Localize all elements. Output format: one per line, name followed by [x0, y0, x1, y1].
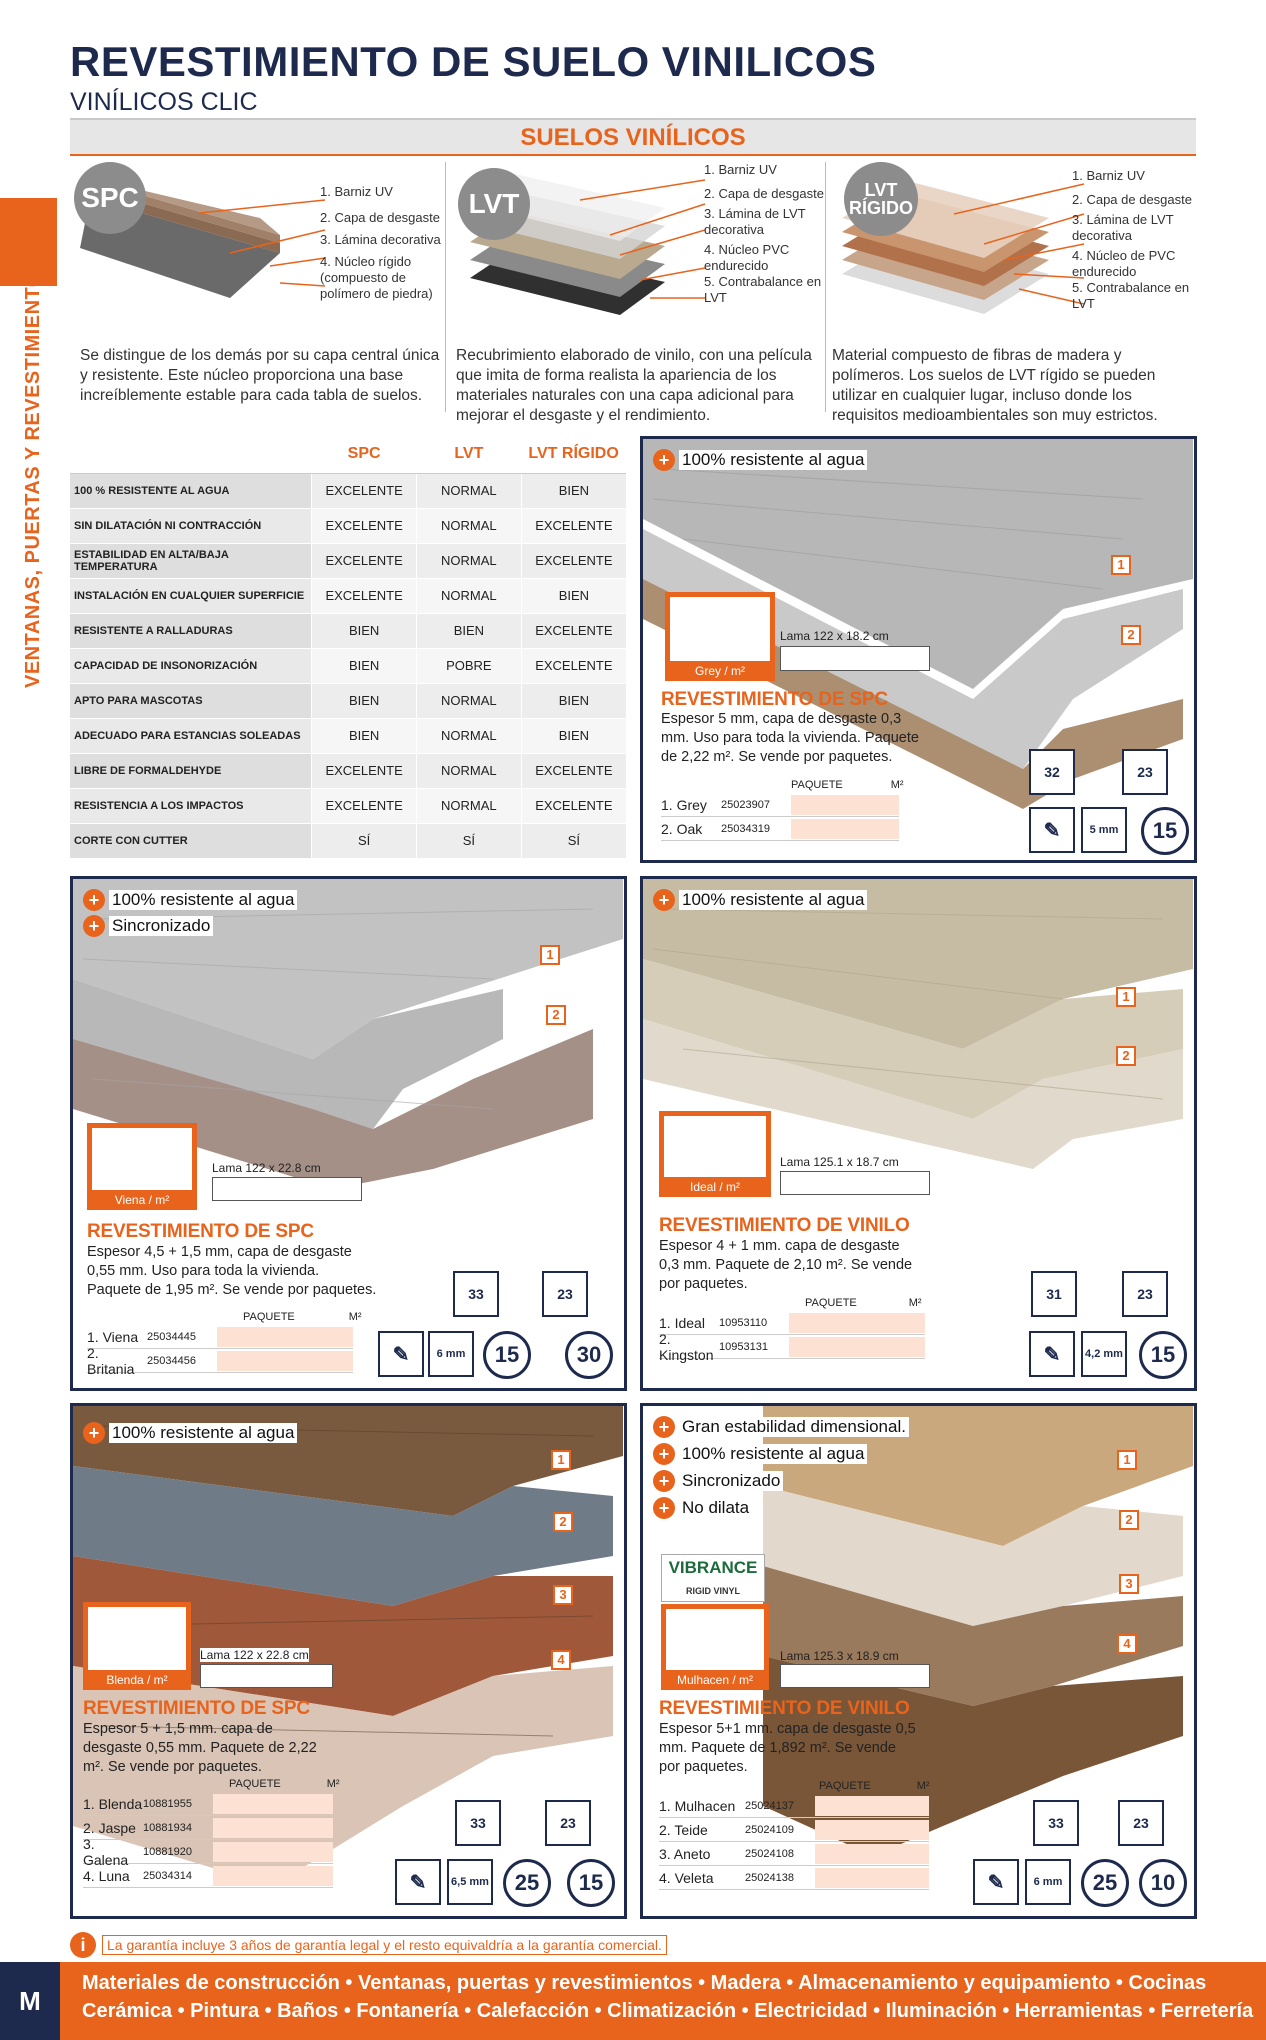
warranty-icon: 15 [483, 1331, 531, 1379]
product-card-ideal [640, 876, 1197, 1391]
layer-label: 1. Barniz UV [320, 184, 393, 199]
cutter-icon: ✎ [378, 1331, 424, 1377]
feature-list [83, 887, 297, 939]
product-code: 25034319 [721, 822, 770, 835]
brand-name: VIBRANCE [668, 1558, 758, 1577]
rating-cell: BIEN [312, 648, 417, 683]
thickness-icon: 4,2 mm [1081, 1331, 1127, 1377]
rating-cell: POBRE [416, 648, 521, 683]
product-code: 25024137 [745, 1799, 794, 1812]
price-cell [213, 1866, 333, 1886]
rating-cell: EXCELENTE [312, 543, 417, 578]
rating-cell: BIEN [312, 683, 417, 718]
layer-label: 3. Lámina decorativa [320, 232, 441, 247]
section-banner: SUELOS VINÍLICOS [70, 118, 1196, 156]
product-description: Espesor 5+1 mm. capa de desgaste 0,5 mm. Paquete de 1,892 m². Se vende por paquetes. [659, 1721, 916, 1775]
feature-cell: CAPACIDAD DE INSONORIZACIÓN [70, 648, 312, 683]
variant-number: 4 [551, 1650, 571, 1670]
warranty-icon: 15 [567, 1859, 615, 1907]
layer-label: 3. Lámina de LVT decorativa [1072, 212, 1174, 243]
price-cell [815, 1844, 929, 1864]
variant-number: 1 [1116, 987, 1136, 1007]
product-name: 2. Britania [87, 1344, 135, 1377]
lvt-rigido-layer-labels [1072, 168, 1197, 312]
plus-icon: + [653, 449, 675, 471]
product-row [83, 1864, 333, 1888]
footer-categories-line1: Materiales de construcción • Ventanas, puertas y revestimientos • Madera • Almacenamiento y equipamiento • Cocinas [82, 1972, 1207, 1994]
rating-cell: EXCELENTE [521, 648, 626, 683]
cutter-icon: ✎ [395, 1859, 441, 1905]
table-row [70, 648, 626, 683]
lvt-badge: LVT [458, 168, 530, 240]
product-code: 10953110 [719, 1316, 768, 1329]
feature-item: + 100% resistente al agua [653, 887, 867, 913]
product-code: 25034456 [147, 1354, 196, 1367]
lvt-rigido-badge: LVT RÍGIDO [844, 162, 918, 236]
layer-label: 5. Contrabalance en LVT [1072, 280, 1190, 311]
plus-icon: + [83, 915, 105, 937]
variant-number: 1 [1117, 1450, 1137, 1470]
rating-cell: EXCELENTE [521, 753, 626, 788]
price-cell [815, 1820, 929, 1840]
product-code: 25024138 [745, 1871, 794, 1884]
feature-item: + Gran estabilidad dimensional. [653, 1414, 909, 1440]
warranty-icon: 15 [1141, 807, 1189, 855]
table-header-empty [70, 436, 312, 473]
variant-number: 2 [1119, 1510, 1139, 1530]
plus-icon: + [653, 1416, 675, 1438]
layer-label: 4. Núcleo de PVC endurecido [1072, 248, 1176, 279]
table-header-lvt-rigido: LVT RÍGIDO [521, 436, 626, 473]
rating-cell: NORMAL [416, 753, 521, 788]
feature-cell: CORTE CON CUTTER [70, 823, 312, 858]
table-header-lvt: LVT [416, 436, 521, 473]
feature-cell: 100 % RESISTENTE AL AGUA [70, 473, 312, 508]
layer-label: 2. Capa de desgaste [704, 186, 824, 201]
plus-icon: + [83, 889, 105, 911]
variant-number: 4 [1117, 1634, 1137, 1654]
product-code: 25034314 [143, 1869, 192, 1882]
layer-label: 4. Núcleo rígido (compuesto de polímero de piedra) [320, 254, 433, 301]
rating-cell: SÍ [521, 823, 626, 858]
column-paquete: PAQUETE [819, 1780, 871, 1792]
table-row [70, 543, 626, 578]
price-cell [213, 1794, 333, 1814]
building-people-icon: 33 [455, 1800, 501, 1846]
spc-description: Se distingue de los demás por su capa central única y resistente. Este núcleo proporciona una base increíblemente estable para cada tabla de suelos. [80, 347, 440, 404]
warranty-icon: 30 [565, 1331, 613, 1379]
building-people-icon: 31 [1031, 1271, 1077, 1317]
price-cell [217, 1351, 353, 1371]
feature-item: + 100% resistente al agua [83, 1420, 297, 1446]
column-m2: M² [348, 1311, 362, 1323]
lama-size: Lama 122 x 22.8 cm [212, 1161, 321, 1175]
footer-categories-line2: Cerámica • Pintura • Baños • Fontanería • Calefacción • Climatización • Electricidad • Iluminación • Herramientas • Ferretería [82, 2000, 1254, 2022]
column-m2: M² [916, 1780, 930, 1792]
product-name: 2. Kingston [659, 1330, 714, 1363]
product-name: 4. Luna [83, 1867, 130, 1884]
feature-item: + Sincronizado [653, 1468, 909, 1494]
product-name: 1. Viena [87, 1328, 139, 1345]
product-code: 10881934 [143, 1821, 192, 1834]
price-cell [213, 1842, 333, 1862]
swatch-label: Ideal / m² [659, 1177, 771, 1197]
house-people-icon: 23 [1122, 749, 1168, 795]
lama-size: Lama 122 x 18.2 cm [780, 629, 889, 643]
table-row [70, 788, 626, 823]
table-row [70, 508, 626, 543]
layer-label: 1. Barniz UV [704, 162, 777, 177]
product-row [661, 793, 899, 817]
rating-cell: NORMAL [416, 543, 521, 578]
building-people-icon: 33 [453, 1271, 499, 1317]
rating-cell: NORMAL [416, 718, 521, 753]
product-code-list [659, 1780, 929, 1890]
intro-lvt [450, 160, 824, 424]
feature-cell: LIBRE DE FORMALDEHYDE [70, 753, 312, 788]
lama-size: Lama 122 x 22.8 cm [200, 1648, 309, 1662]
product-card-viena [70, 876, 627, 1391]
column-divider [445, 162, 446, 412]
page-title: REVESTIMIENTO DE SUELO VINILICOS [70, 38, 877, 85]
rating-cell: BIEN [521, 473, 626, 508]
product-code-list [87, 1311, 362, 1377]
lama-size: Lama 125.3 x 18.9 cm [780, 1649, 899, 1663]
product-card-blenda [70, 1403, 627, 1919]
footer-bar [0, 1962, 1266, 2040]
product-description: Espesor 4,5 + 1,5 mm, capa de desgaste 0,55 mm. Uso para toda la vivienda. Paquete de 1,95 m². Se vende por paquetes. [87, 1244, 377, 1298]
variant-number: 2 [1116, 1046, 1136, 1066]
variant-number: 2 [553, 1512, 573, 1532]
product-name: 3. Galena [83, 1835, 129, 1868]
lama-box [780, 646, 930, 671]
lvt-description: Recubrimiento elaborado de vinilo, con una película que imita de forma realista la apariencia de los materiales naturales con una capa adicional para mejorar el desgaste y el rendimiento. [456, 347, 812, 424]
layer-label: 4. Núcleo PVC endurecido [704, 242, 790, 273]
house-people-icon: 23 [545, 1800, 591, 1846]
swatch-label: Viena / m² [87, 1190, 197, 1210]
product-card-grey [640, 436, 1197, 863]
feature-item: + 100% resistente al agua [653, 447, 867, 473]
warranty-footnote [70, 1932, 667, 1958]
page-subtitle: VINÍLICOS CLIC [70, 88, 258, 116]
feature-cell: SIN DILATACIÓN NI CONTRACCIÓN [70, 508, 312, 543]
product-description: Espesor 5 mm, capa de desgaste 0,3 mm. Uso para toda la vivienda. Paquete de 2,22 m². Se vende por paquetes. [661, 711, 919, 765]
rating-cell: EXCELENTE [521, 508, 626, 543]
column-m2: M² [890, 779, 904, 791]
feature-cell: RESISTENTE A RALLADURAS [70, 613, 312, 648]
product-code: 25034445 [147, 1330, 196, 1343]
product-code: 10953131 [719, 1340, 768, 1353]
plus-icon: + [83, 1422, 105, 1444]
product-row [659, 1794, 929, 1818]
lama-box [200, 1664, 333, 1688]
product-row [661, 817, 899, 841]
product-name: 4. Veleta [659, 1869, 714, 1886]
product-row [659, 1866, 929, 1890]
product-name: 2. Oak [661, 820, 703, 837]
swatch-label: Blenda / m² [83, 1670, 191, 1690]
product-title: REVESTIMIENTO DE SPC [83, 1698, 310, 1719]
product-title: REVESTIMIENTO DE SPC [661, 689, 888, 710]
product-name: 1. Grey [661, 796, 707, 813]
lvt-rigido-description: Material compuesto de fibras de madera y polímeros. Los suelos de LVT rígido se pueden utilizar en cualquier lugar, incluso donde los requisitos medioambientales son muy estrictos. [832, 347, 1158, 424]
product-row [83, 1835, 333, 1868]
product-name: 1. Mulhacen [659, 1797, 736, 1814]
rating-cell: EXCELENTE [312, 473, 417, 508]
thickness-icon: 5 mm [1081, 807, 1127, 853]
rating-cell: SÍ [416, 823, 521, 858]
feature-item: + No dilata [653, 1495, 909, 1521]
feature-cell: INSTALACIÓN EN CUALQUIER SUPERFICIE [70, 578, 312, 613]
layer-label: 2. Capa de desgaste [320, 210, 440, 225]
feature-list [653, 447, 867, 473]
price-cell [791, 819, 899, 839]
house-people-icon: 23 [1118, 1800, 1164, 1846]
feature-cell: ADECUADO PARA ESTANCIAS SOLEADAS [70, 718, 312, 753]
rating-cell: BIEN [312, 718, 417, 753]
lama-box [780, 1664, 930, 1688]
lvt-layer-labels [704, 162, 829, 306]
lama-size: Lama 125.1 x 18.7 cm [780, 1155, 899, 1169]
warranty-icon: 25 [1081, 1859, 1129, 1907]
thickness-icon: 6 mm [428, 1331, 474, 1377]
rating-cell: EXCELENTE [521, 543, 626, 578]
vibrance-logo [661, 1554, 765, 1602]
product-code-list [83, 1778, 340, 1888]
product-title: REVESTIMIENTO DE VINILO [659, 1215, 910, 1236]
swatch-label: Mulhacen / m² [661, 1670, 769, 1690]
column-paquete: PAQUETE [805, 1297, 857, 1309]
rating-cell: EXCELENTE [521, 613, 626, 648]
rating-cell: NORMAL [416, 508, 521, 543]
table-row [70, 753, 626, 788]
cutter-icon: ✎ [1029, 807, 1075, 853]
table-header-row [70, 436, 626, 473]
comparison-table [70, 436, 626, 859]
rating-cell: BIEN [521, 718, 626, 753]
rating-cell: EXCELENTE [312, 578, 417, 613]
column-paquete: PAQUETE [243, 1311, 295, 1323]
plus-icon: + [653, 1443, 675, 1465]
rating-cell: BIEN [521, 578, 626, 613]
column-paquete: PAQUETE [229, 1778, 281, 1790]
product-title: REVESTIMIENTO DE SPC [87, 1221, 314, 1242]
brand-logo: M [0, 1962, 60, 2040]
layer-label: 3. Lámina de LVT decorativa [704, 206, 806, 237]
thickness-icon: 6 mm [1025, 1859, 1071, 1905]
product-description: Espesor 5 + 1,5 mm. capa de desgaste 0,55 mm. Paquete de 2,22 m². Se vende por paquetes. [83, 1721, 317, 1775]
product-name: 1. Ideal [659, 1314, 705, 1331]
table-row [70, 473, 626, 508]
product-code: 25024109 [745, 1823, 794, 1836]
rating-cell: NORMAL [416, 578, 521, 613]
column-m2: M² [908, 1297, 922, 1309]
rating-cell: SÍ [312, 823, 417, 858]
cutter-icon: ✎ [1029, 1331, 1075, 1377]
product-name: 3. Aneto [659, 1845, 711, 1862]
product-code: 25024108 [745, 1847, 794, 1860]
intro-lvt-rigido [830, 160, 1196, 424]
brand-subtitle: RIGID VINYL [685, 1586, 740, 1596]
info-icon: i [70, 1932, 96, 1958]
variant-number: 1 [551, 1450, 571, 1470]
footnote-text: La garantía incluye 3 años de garantía legal y el resto equivaldría a la garantía comercial. [102, 1935, 667, 1955]
table-row [70, 718, 626, 753]
rating-cell: BIEN [312, 613, 417, 648]
rating-cell: EXCELENTE [312, 508, 417, 543]
price-cell [789, 1337, 925, 1357]
product-code-list [659, 1297, 925, 1363]
layer-label: 5. Contrabalance en LVT [704, 274, 822, 305]
rating-cell: EXCELENTE [312, 788, 417, 823]
column-paquete: PAQUETE [791, 779, 843, 791]
product-row [87, 1344, 353, 1377]
product-code: 10881920 [143, 1845, 192, 1858]
feature-list [83, 1420, 297, 1446]
intro-spc [70, 160, 440, 420]
product-row [659, 1842, 929, 1866]
variant-number: 3 [553, 1585, 573, 1605]
product-row [659, 1330, 925, 1363]
product-title: REVESTIMIENTO DE VINILO [659, 1698, 910, 1719]
building-people-icon: 33 [1033, 1800, 1079, 1846]
product-code-list [661, 779, 904, 841]
spc-badge: SPC [74, 162, 146, 234]
plus-icon: + [653, 1497, 675, 1519]
cutter-icon: ✎ [973, 1859, 1019, 1905]
feature-cell: RESISTENCIA A LOS IMPACTOS [70, 788, 312, 823]
variant-number: 2 [1121, 625, 1141, 645]
rating-cell: BIEN [416, 613, 521, 648]
house-people-icon: 23 [1122, 1271, 1168, 1317]
variant-number: 1 [1111, 555, 1131, 575]
thickness-icon: 6,5 mm [447, 1859, 493, 1905]
layer-label: 1. Barniz UV [1072, 168, 1145, 183]
price-cell [815, 1796, 929, 1816]
spc-layer-labels [320, 184, 445, 302]
price-cell [213, 1818, 333, 1838]
rating-cell: NORMAL [416, 788, 521, 823]
variant-number: 3 [1119, 1574, 1139, 1594]
price-cell [217, 1327, 353, 1347]
variant-number: 2 [546, 1005, 566, 1025]
price-cell [789, 1313, 925, 1333]
feature-item: + 100% resistente al agua [653, 1441, 909, 1467]
product-name: 2. Teide [659, 1821, 708, 1838]
product-row [659, 1818, 929, 1842]
plus-icon: + [653, 889, 675, 911]
product-name: 1. Blenda [83, 1795, 143, 1812]
warranty-icon: 25 [503, 1859, 551, 1907]
table-header-spc: SPC [312, 436, 417, 473]
house-people-icon: 23 [542, 1271, 588, 1317]
warranty-icon: 10 [1139, 1859, 1187, 1907]
table-row [70, 683, 626, 718]
product-code: 25023907 [721, 798, 770, 811]
rating-cell: BIEN [521, 683, 626, 718]
feature-item: + Sincronizado [83, 913, 297, 939]
product-card-mulhacen [640, 1403, 1197, 1919]
rating-cell: EXCELENTE [312, 753, 417, 788]
product-row [83, 1792, 333, 1816]
table-row [70, 613, 626, 648]
table-row [70, 578, 626, 613]
price-cell [815, 1868, 929, 1888]
lama-box [780, 1171, 930, 1195]
column-m2: M² [326, 1778, 340, 1790]
table-row [70, 823, 626, 858]
product-code: 10881955 [143, 1797, 192, 1810]
feature-cell: ESTABILIDAD EN ALTA/BAJA TEMPERATURA [70, 543, 312, 578]
rating-cell: EXCELENTE [521, 788, 626, 823]
product-description: Espesor 4 + 1 mm. capa de desgaste 0,3 mm. Paquete de 2,10 m². Se vende por paquetes. [659, 1238, 913, 1292]
product-name: 2. Jaspe [83, 1819, 136, 1836]
layer-label: 2. Capa de desgaste [1072, 192, 1192, 207]
feature-list [653, 887, 867, 913]
rating-cell: NORMAL [416, 683, 521, 718]
variant-number: 1 [540, 945, 560, 965]
warranty-icon: 15 [1139, 1331, 1187, 1379]
lama-box [212, 1177, 362, 1201]
feature-item: + 100% resistente al agua [83, 887, 297, 913]
feature-list [653, 1414, 909, 1521]
price-cell [791, 795, 899, 815]
feature-cell: APTO PARA MASCOTAS [70, 683, 312, 718]
building-people-icon: 32 [1029, 749, 1075, 795]
side-section-label: VENTANAS, PUERTAS Y REVESTIMIENTOS [22, 257, 44, 688]
plus-icon: + [653, 1470, 675, 1492]
swatch-label: Grey / m² [665, 661, 775, 681]
rating-cell: NORMAL [416, 473, 521, 508]
